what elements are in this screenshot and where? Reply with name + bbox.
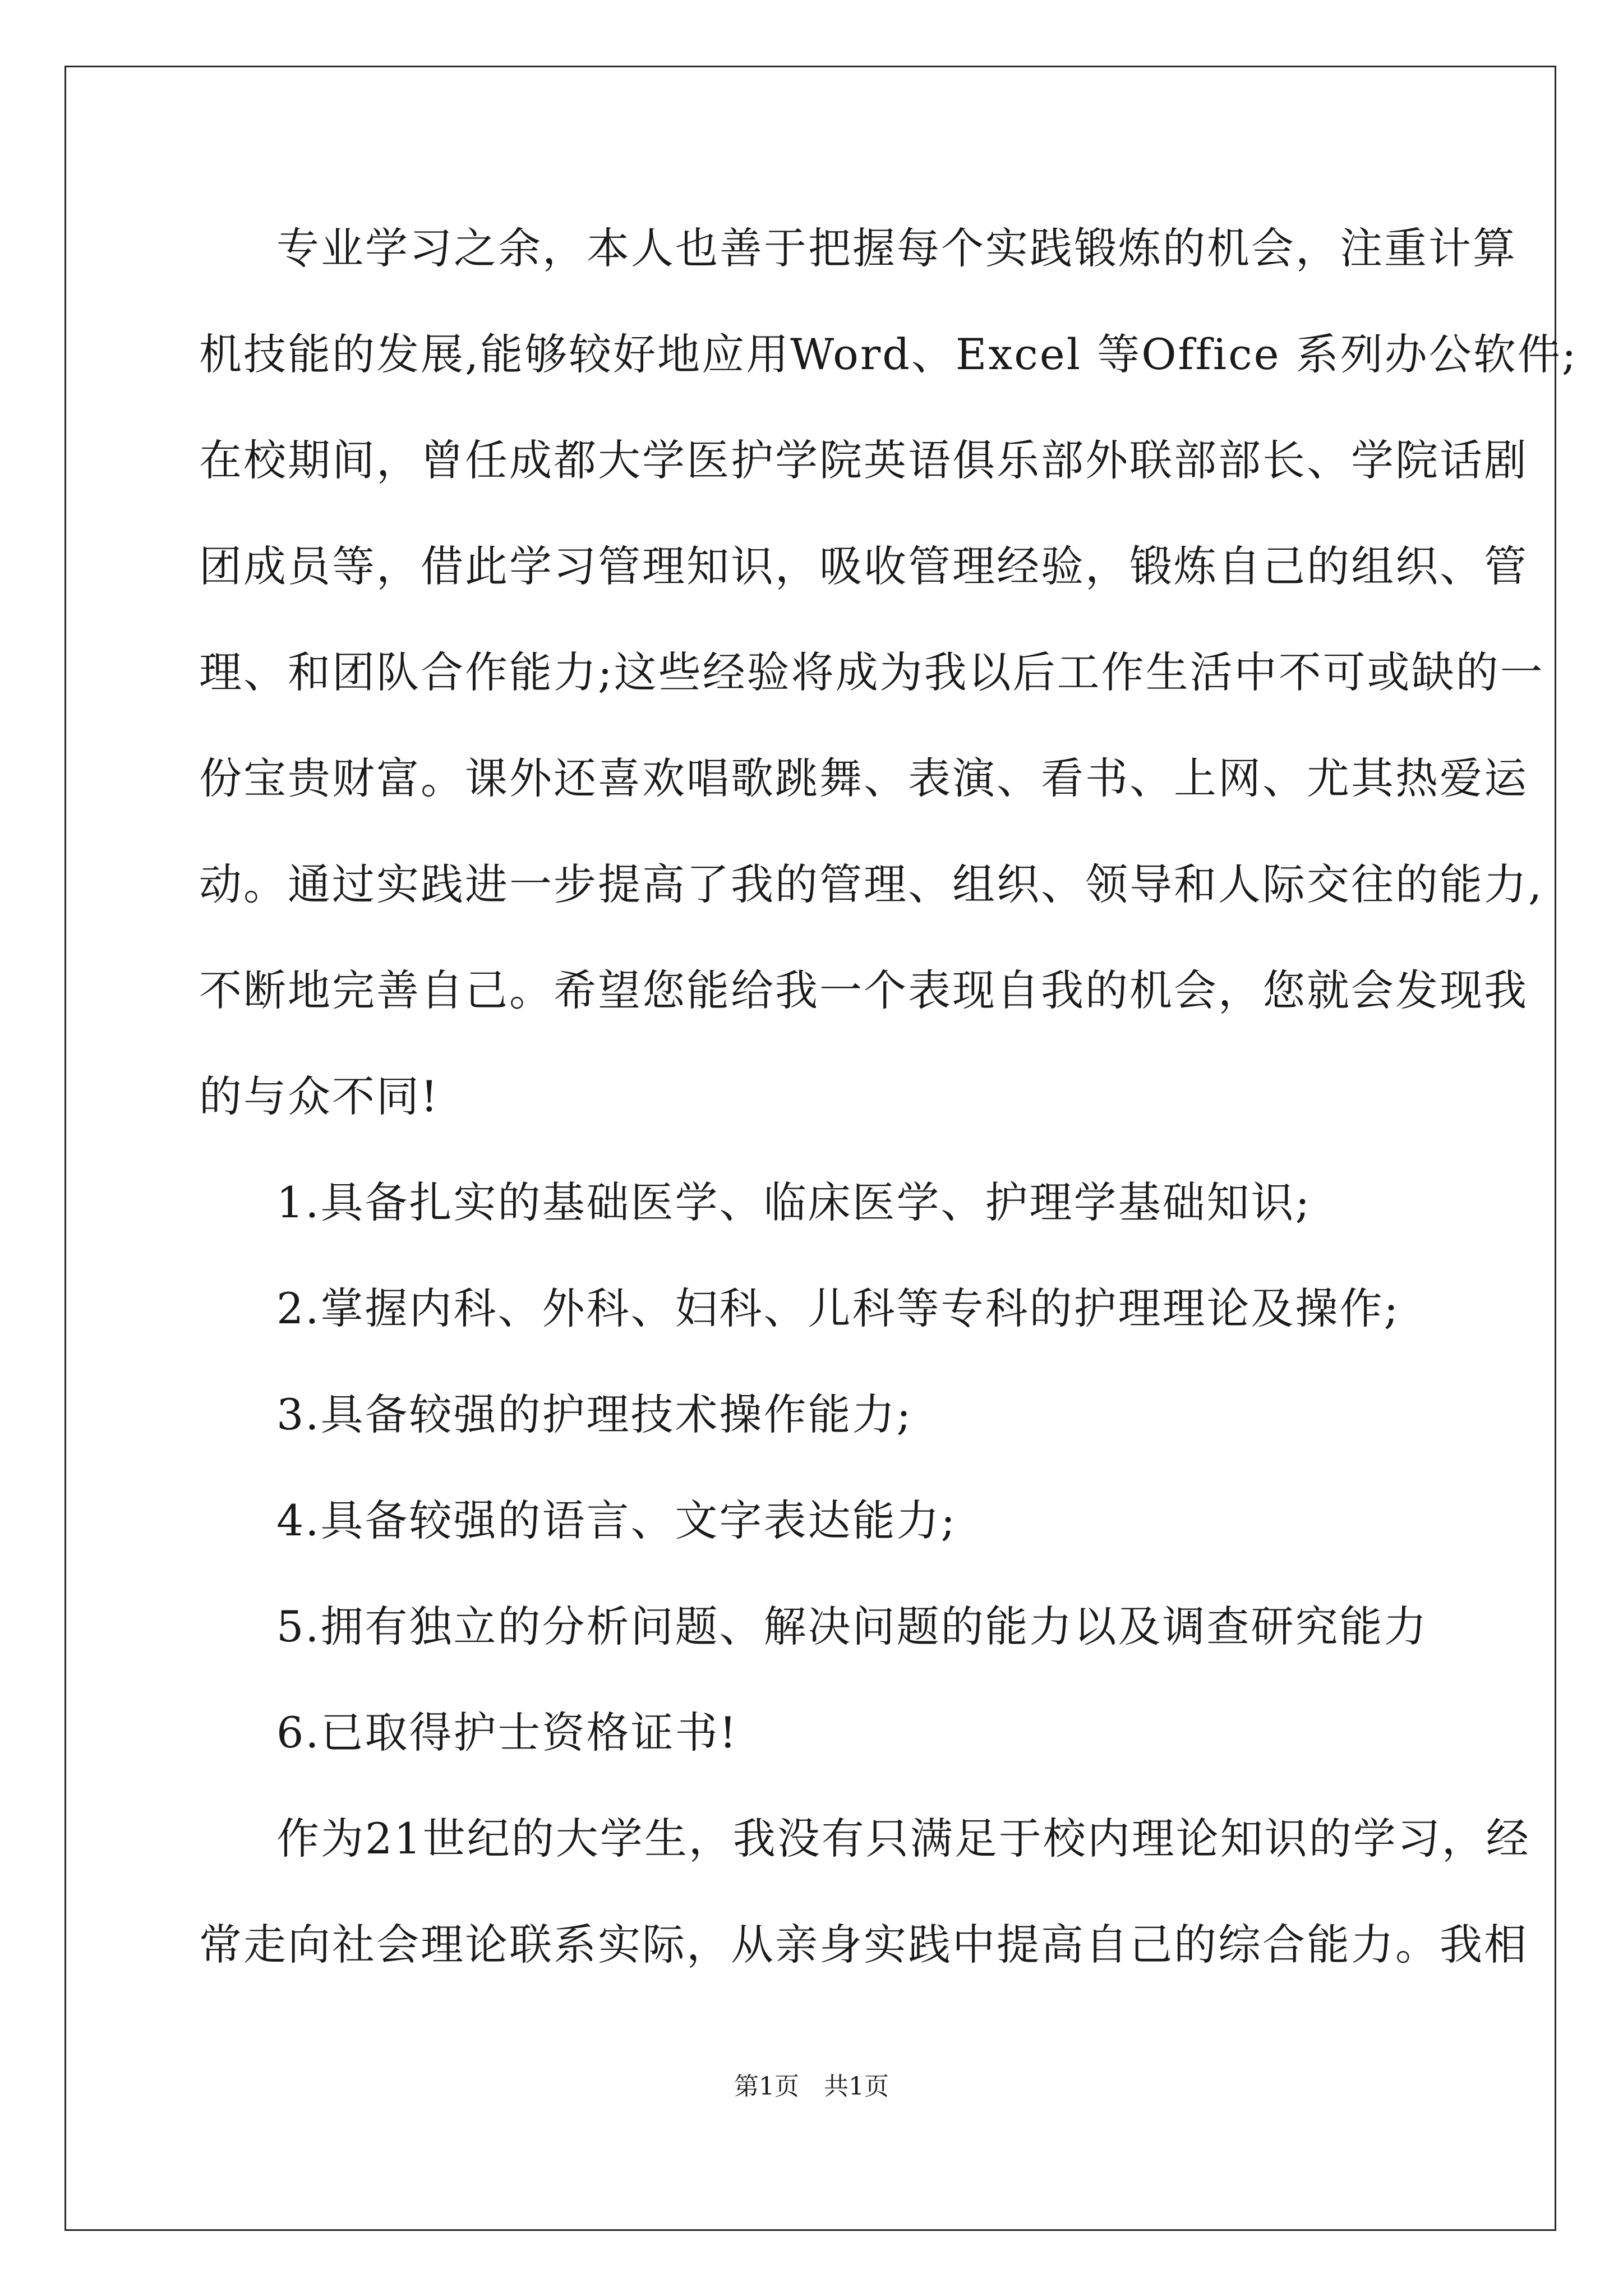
page-number: 第1页 xyxy=(734,2072,799,2101)
list-item: 6.已取得护士资格证书! xyxy=(276,1708,739,1757)
paragraph-line: 不断地完善自己。希望您能给我一个表现自我的机会，您就会发现我 xyxy=(199,965,1528,1015)
page-total: 共1页 xyxy=(824,2072,889,2101)
list-item: 1.具备扎实的基础医学、临床医学、护理学基础知识; xyxy=(276,1177,1312,1227)
list-item: 5.拥有独立的分析问题、解决问题的能力以及调查研究能力 xyxy=(276,1602,1428,1651)
paragraph-line: 常走向社会理论联系实际，从亲身实践中提高自己的综合能力。我相 xyxy=(199,1920,1528,1970)
list-item: 3.具备较强的护理技术操作能力; xyxy=(276,1389,913,1439)
page-footer xyxy=(0,2070,1623,2104)
list-item: 2.掌握内科、外科、妇科、儿科等专科的护理理论及操作; xyxy=(276,1283,1400,1333)
paragraph-line: 理、和团队合作能力;这些经验将成为我以后工作生活中不可或缺的一 xyxy=(199,647,1544,697)
paragraph-line: 在校期间，曾任成都大学医护学院英语俱乐部外联部部长、学院话剧 xyxy=(199,435,1528,485)
paragraph-line: 团成员等，借此学习管理知识，吸收管理经验，锻炼自己的组织、管 xyxy=(199,541,1528,591)
paragraph-line: 专业学习之余，本人也善于把握每个实践锻炼的机会，注重计算 xyxy=(276,223,1517,273)
page-border xyxy=(64,66,1556,2231)
paragraph-line: 份宝贵财富。课外还喜欢唱歌跳舞、表演、看书、上网、尤其热爱运 xyxy=(199,753,1528,803)
list-item: 4.具备较强的语言、文字表达能力; xyxy=(276,1496,957,1545)
paragraph-line: 作为21世纪的大学生，我没有只满足于校内理论知识的学习，经 xyxy=(276,1814,1530,1864)
paragraph-line: 动。通过实践进一步提高了我的管理、组织、领导和人际交往的能力, xyxy=(199,859,1544,909)
paragraph-line: 机技能的发展,能够较好地应用Word、Excel 等Office 系列办公软件; xyxy=(199,329,1578,379)
paragraph-line: 的与众不同! xyxy=(199,1071,440,1121)
